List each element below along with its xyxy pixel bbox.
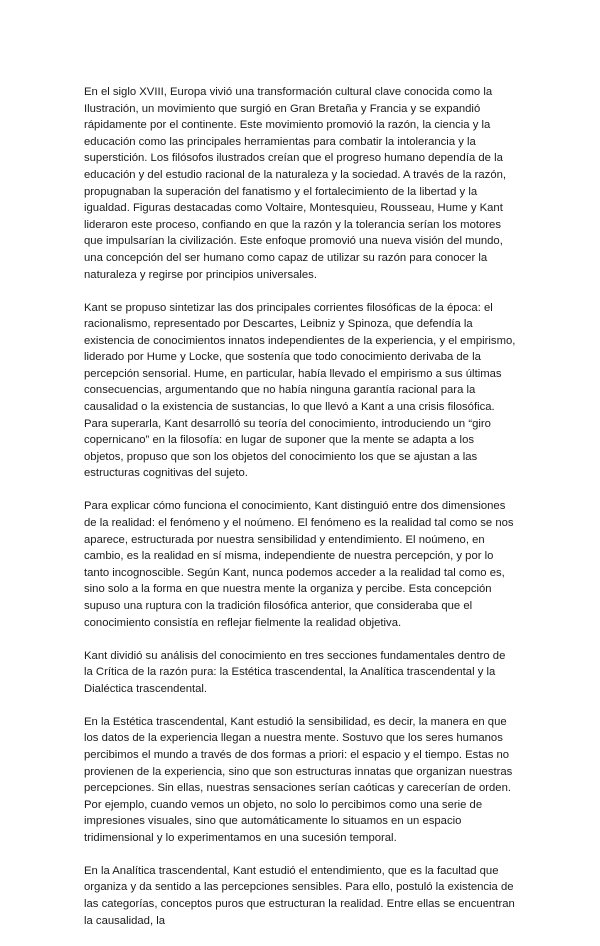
paragraph-transcendental-aesthetic: En la Estética trascendental, Kant estudió la sensibilidad, es decir, la manera en que los datos de la experiencia llegan a nuestra mente. Sostuvo que los seres humanos percibimos el mundo a través de dos formas a priori: el espacio y el tiempo. Estas no provienen de la experiencia, sino que son estructuras innatas que organizan nuestras percepciones. Sin ellas, nuestras sensaciones serían caóticas y carecerían de orden. Por ejemplo, cuando vemos un objeto, no solo lo percibimos como una serie de impresiones visuales, sino que automáticamente lo situamos en un espacio tridimensional y lo experimentamos en una sucesión temporal. <box>84 715 513 844</box>
paragraph-illustration: En el siglo XVIII, Europa vivió una transformación cultural clave conocida como la Ilustración, un movimiento que surgió en Gran Bretaña y Francia y se expandió rápidamente por el continente. Este movimiento promovió la razón, la ciencia y la educación como las principales herramientas para combatir la intolerancia y la superstición. Los filósofos ilustrados creían que el progreso humano dependía de la educación y del estudio racional de la naturaleza y la sociedad. A través de la razón, propugnaban la superación del fanatismo y el fortalecimiento de la libertad y la igualdad. Figuras destacadas como Voltaire, Montesquieu, Rousseau, Hume y Kant lideraron este proceso, confiando en que la razón y la tolerancia serían los motores que impulsarían la civilización. Este enfoque promovió una nueva visión del mundo, una concepción del ser humano como capaz de utilizar su razón para conocer la naturaleza y regirse por principios universales. <box>84 86 507 281</box>
paragraph-critique-sections: Kant dividió su análisis del conocimiento en tres secciones fundamentales dentro de la Crítica de la razón pura: la Estética trascendental, la Analítica trascendental y la Dialéctica trascendental. <box>84 649 506 695</box>
document-body <box>84 84 516 946</box>
paragraph-kant-synthesis: Kant se propuso sintetizar las dos principales corrientes filosóficas de la época: el racionalismo, representado por Descartes, Leibniz y Spinoza, que defendía la existencia de conocimientos innatos independientes de la experiencia, y el empirismo, liderado por Hume y Locke, que sostenía que todo conocimiento derivaba de la percepción sensorial. Hume, en particular, había llevado el empirismo a sus últimas consecuencias, argumentando que no había ninguna garantía racional para la causalidad o la existencia de sustancias, lo que llevó a Kant a una crisis filosófica. Para superarla, Kant desarrolló su teoría del conocimiento, introduciendo un “giro copernicano” en la filosofía: en lugar de suponer que la mente se adapta a los objetos, propuso que son los objetos del conocimiento los que se ajustan a las estructuras cognitivas del sujeto. <box>84 301 516 480</box>
paragraph-phenomenon-noumenon: Para explicar cómo funciona el conocimiento, Kant distinguió entre dos dimensiones de la realidad: el fenómeno y el noúmeno. El fenómeno es la realidad tal como se nos aparece, estructurada por nuestra sensibilidad y entendimiento. El noúmeno, en cambio, es la realidad en sí misma, independiente de nuestra percepción, y por lo tanto incognoscible. Según Kant, nunca podemos acceder a la realidad tal como es, sino solo a la forma en que nuestra mente la organiza y percibe. Esta concepción supuso una ruptura con la tradición filosófica anterior, que consideraba que el conocimiento consistía en reflejar fielmente la realidad objetiva. <box>84 500 514 629</box>
paragraph-transcendental-analytic: En la Analítica trascendental, Kant estudió el entendimiento, que es la facultad que organiza y da sentido a las percepciones sensibles. Para ello, postuló la existencia de las categorías, conceptos puros que estructuran la realidad. Entre ellas se encuentran la causalidad, la <box>84 864 515 927</box>
